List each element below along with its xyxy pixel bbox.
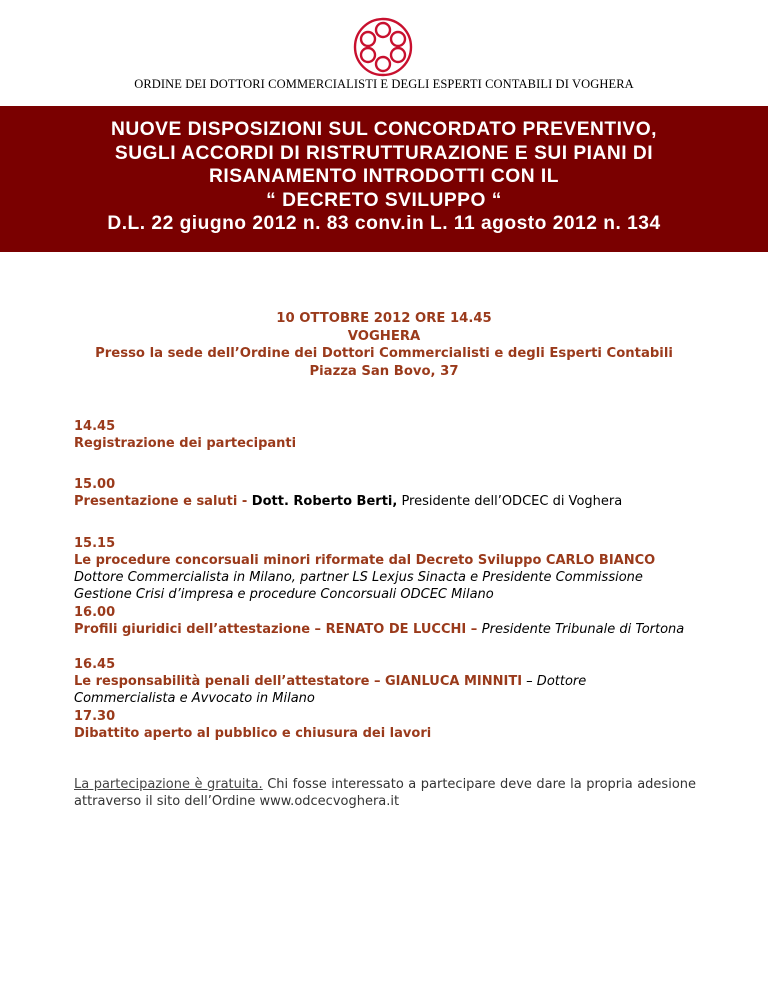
- schedule-item: [74, 708, 714, 742]
- registration-info: Chi fosse interessato a partecipare deve dare la propria adesione attraverso il sito dell’Ordine www.odcecvoghera.it: [74, 777, 697, 809]
- schedule-item: [74, 604, 714, 638]
- event-info: [0, 310, 768, 380]
- schedule-role: Presidente dell’ODCEC di Voghera: [397, 494, 623, 509]
- banner-title-line: NUOVE DISPOSIZIONI SUL CONCORDATO PREVENTIVO,: [111, 119, 657, 140]
- banner-title-line: SUGLI ACCORDI DI RISTRUTTURAZIONE E SUI PIANI DI: [114, 142, 654, 164]
- schedule-title: Dibattito aperto al pubblico e chiusura dei lavori: [74, 726, 432, 741]
- schedule-time: 16.45: [74, 657, 116, 672]
- participation-note: [74, 776, 696, 810]
- schedule-description: – Dottore: [522, 674, 587, 689]
- schedule-description: Presidente Tribunale di Tortona: [481, 622, 685, 637]
- schedule-title: Registrazione dei partecipanti: [74, 436, 297, 451]
- org-name: ORDINE DEI DOTTORI COMMERCIALISTI E DEGLI ESPERTI CONTABILI DI VOGHERA: [134, 77, 634, 91]
- schedule-description: Dottore Commercialista in Milano, partner LS Lexjus Sinacta e Presidente Commissione: [74, 570, 643, 585]
- schedule-description: Commercialista e Avvocato in Milano: [74, 691, 315, 706]
- free-participation-text: La partecipazione è gratuita.: [74, 777, 263, 792]
- schedule-speaker: Dott. Roberto Berti,: [251, 494, 398, 509]
- schedule-time: 16.00: [74, 605, 116, 620]
- schedule-time: 15.00: [74, 477, 116, 492]
- schedule-item: [74, 535, 714, 603]
- schedule-title: Profili giuridici dell’attestazione – RENATO DE LUCCHI –: [74, 622, 482, 637]
- banner-title-line: RISANAMENTO INTRODOTTI CON IL: [209, 166, 559, 187]
- schedule-title: Presentazione e saluti -: [74, 494, 252, 509]
- schedule-description: Gestione Crisi d’impresa e procedure Concorsuali ODCEC Milano: [74, 587, 494, 602]
- schedule-item: [74, 476, 714, 510]
- banner-title-line: “ DECRETO SVILUPPO “: [266, 189, 502, 211]
- event-city: VOGHERA: [347, 328, 421, 344]
- banner-subtitle-line: D.L. 22 giugno 2012 n. 83 conv.in L. 11 agosto 2012 n. 134: [107, 213, 661, 234]
- event-venue: Presso la sede dell’Ordine dei Dottori Commercialisti e degli Esperti Contabili: [95, 346, 673, 361]
- schedule-time: 15.15: [74, 536, 116, 551]
- event-date-time: 10 OTTOBRE 2012 ORE 14.45: [276, 311, 492, 326]
- event-address: Piazza San Bovo, 37: [309, 363, 459, 379]
- title-banner: [0, 106, 768, 252]
- schedule-time: 14.45: [74, 419, 116, 434]
- odcec-logo-icon: [352, 16, 414, 78]
- schedule-item: [74, 418, 714, 452]
- schedule-title: Le responsabilità penali dell’attestatore – GIANLUCA MINNITI: [74, 674, 523, 689]
- schedule-time: 17.30: [74, 709, 116, 724]
- schedule-title: Le procedure concorsuali minori riformate dal Decreto Sviluppo CARLO BIANCO: [74, 553, 656, 568]
- schedule-item: [74, 656, 714, 707]
